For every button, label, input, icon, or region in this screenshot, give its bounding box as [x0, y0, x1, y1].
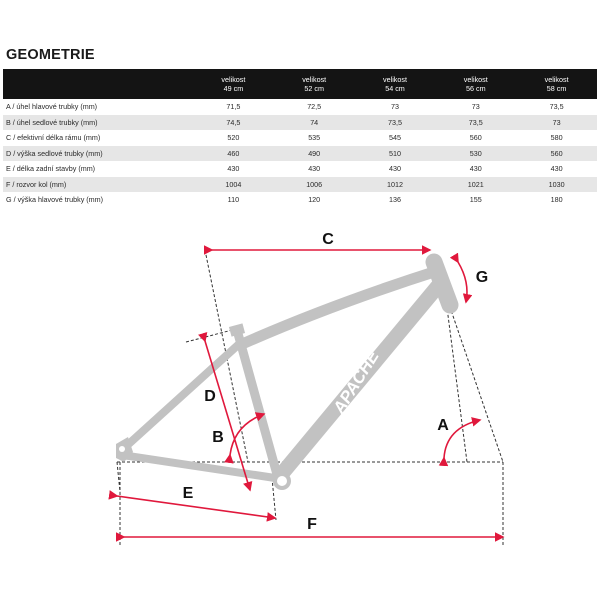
label-c: C [322, 231, 334, 248]
table-cell: 560 [435, 130, 516, 146]
row-label: F / rozvor kol (mm) [3, 177, 193, 193]
table-cell: 1030 [516, 177, 597, 193]
row-label: E / délka zadní stavby (mm) [3, 161, 193, 177]
table-cell: 180 [516, 192, 597, 208]
chain-stay [122, 455, 275, 478]
table-cell: 520 [193, 130, 274, 146]
top-tube [240, 270, 440, 345]
label-a: A [437, 417, 449, 434]
row-label: B / úhel sedlové trubky (mm) [3, 115, 193, 131]
row-label: G / výška hlavové trubky (mm) [3, 192, 193, 208]
table-cell: 72,5 [274, 99, 355, 115]
bottom-bracket-hole [277, 476, 287, 486]
table-header-size: velikost 52 cm [274, 69, 355, 99]
row-label: A / úhel hlavové trubky (mm) [3, 99, 193, 115]
table-cell: 1004 [193, 177, 274, 193]
table-cell: 430 [274, 161, 355, 177]
table-cell: 560 [516, 146, 597, 162]
table-cell: 73 [435, 99, 516, 115]
table-cell: 74,5 [193, 115, 274, 131]
measure-g [458, 262, 467, 302]
table-cell: 73 [355, 99, 436, 115]
brand-logo: APACHE [329, 347, 383, 418]
table-cell: 430 [193, 161, 274, 177]
table-header-size: velikost 49 cm [193, 69, 274, 99]
table-cell: 530 [435, 146, 516, 162]
table-cell: 110 [193, 192, 274, 208]
table-cell: 1006 [274, 177, 355, 193]
table-cell: 73,5 [355, 115, 436, 131]
table-header-size: velikost 54 cm [355, 69, 436, 99]
table-cell: 490 [274, 146, 355, 162]
row-label: C / efektivní délka rámu (mm) [3, 130, 193, 146]
table-cell: 120 [274, 192, 355, 208]
table-cell: 430 [516, 161, 597, 177]
table-cell: 430 [355, 161, 436, 177]
table-cell: 545 [355, 130, 436, 146]
label-d: D [204, 388, 216, 405]
measure-e [117, 496, 275, 518]
table-cell: 155 [435, 192, 516, 208]
table-cell: 510 [355, 146, 436, 162]
table-cell: 73,5 [516, 99, 597, 115]
table-cell: 74 [274, 115, 355, 131]
page-title: GEOMETRIE [6, 47, 95, 63]
table-cell: 535 [274, 130, 355, 146]
table-cell: 136 [355, 192, 436, 208]
row-label: D / výška sedlové trubky (mm) [3, 146, 193, 162]
table-cell: 73 [516, 115, 597, 131]
table-cell: 580 [516, 130, 597, 146]
table-cell: 430 [435, 161, 516, 177]
label-e: E [182, 485, 194, 502]
table-cell: 1012 [355, 177, 436, 193]
label-g: G [475, 269, 489, 286]
table-cell: 1021 [435, 177, 516, 193]
seat-tube [237, 330, 278, 478]
label-b: B [212, 429, 224, 446]
table-cell: 71,5 [193, 99, 274, 115]
label-f: F [307, 516, 317, 533]
dropout-hole [119, 446, 125, 452]
table-cell: 73,5 [435, 115, 516, 131]
table-cell: 460 [193, 146, 274, 162]
bike-frame [122, 262, 450, 478]
table-header-size: velikost 58 cm [516, 69, 597, 99]
table-header-size: velikost 56 cm [435, 69, 516, 99]
